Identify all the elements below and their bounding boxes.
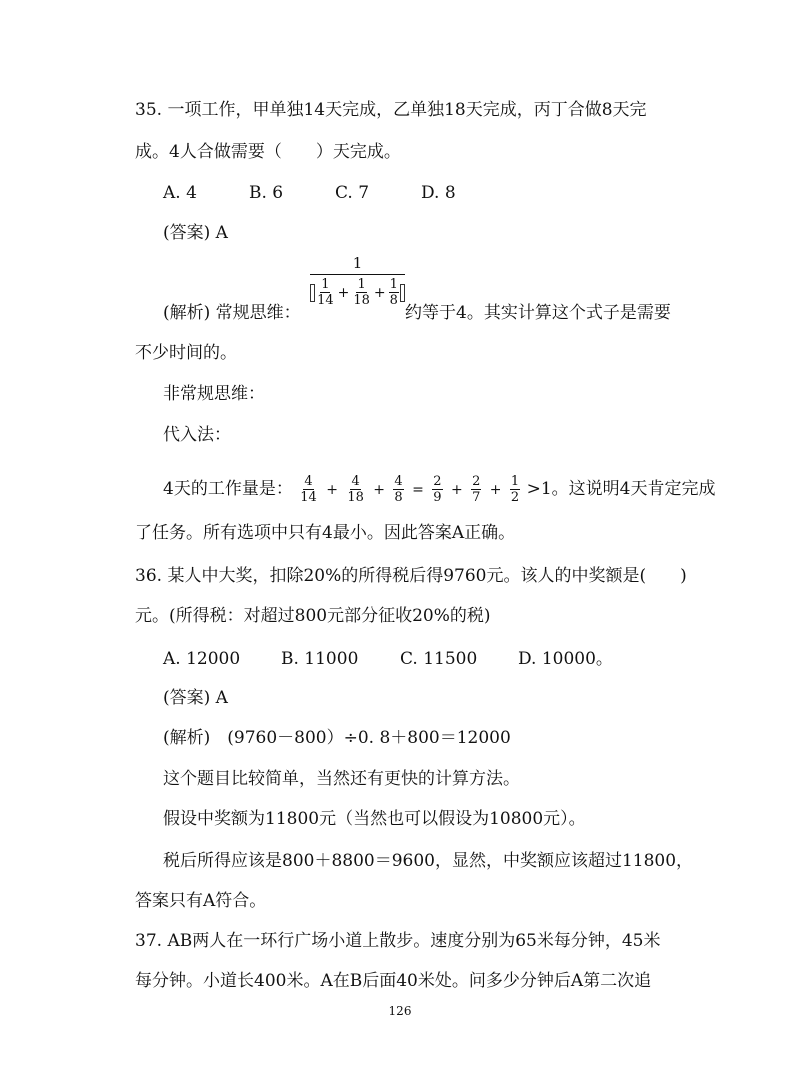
term-fraction: $\frac{4}{14}$ [300,474,317,505]
term-fraction: $\frac{1}{18}$ [353,277,370,308]
term-fraction: $\frac{1}{2}$ [510,474,520,505]
q35-conclusion: 了任务。所有选项中只有4最小。因此答案A正确。 [135,523,516,543]
q36-note-2: 假设中奖额为11800元（当然也可以假设为10800元）。 [163,809,586,829]
q35-workload-equation [163,472,715,507]
term-fraction: $\frac{2}{9}$ [433,474,442,505]
q36-option-d: D. 10000。 [518,649,613,669]
q35-substitution: 代入法： [163,425,231,445]
plus-sign: + [337,284,350,301]
q36-answer: (答案) A [163,688,228,708]
q37-line-1: 37. AB两人在一环行广场小道上散步。速度分别为65米每分钟，45米 [135,931,661,951]
q36-option-c: C. 11500 [400,649,478,669]
operator: + [326,482,338,498]
operator: + [489,482,502,498]
q36-line-1: 36. 某人中大奖，扣除20%的所得税后得9760元。该人的中奖额是( ) [135,566,687,586]
q36-note-3: 税后所得应该是800＋8800＝9600，显然，中奖额应该超过11800， [163,851,694,871]
term-fraction: $\frac{4}{18}$ [347,474,364,505]
q35-line-2: 成。4人合做需要（ ）天完成。 [135,142,401,162]
q35-unconventional: 非常规思维： [163,384,265,404]
bracket-box-left [310,284,315,302]
q35-option-a: A. 4 [163,183,197,203]
q35-analysis-suffix: 约等于4。其实计算这个式子是需要 [405,303,671,323]
q35-fraction-denominator [310,277,405,308]
page-number: 126 [388,1004,412,1018]
q35-line-1: 35. 一项工作，甲单独14天完成，乙单独18天完成，丙丁合做8天完 [135,100,647,120]
q36-option-a: A. 12000 [163,649,241,669]
q36-analysis: (解析) (9760－800）÷0. 8＋800＝12000 [163,728,511,748]
q35-answer: (答案) A [163,223,228,243]
term-fraction: $\frac{4}{8}$ [394,474,403,505]
plus-sign: + [373,284,386,301]
q35-option-d: D. 8 [421,183,456,203]
q36-option-b: B. 11000 [281,649,359,669]
term-fraction: $\frac{2}{7}$ [472,474,481,505]
operator: + [450,482,463,498]
q35-option-c: C. 7 [335,183,370,203]
term-fraction: $\frac{1}{14}$ [317,277,334,308]
q35-option-b: B. 6 [249,183,284,203]
q36-note-4: 答案只有A符合。 [135,891,267,911]
q36-note-1: 这个题目比较简单，当然还有更快的计算方法。 [163,769,520,789]
bracket-box-right [400,284,405,302]
operator: = [412,482,424,498]
q36-line-2: 元。(所得税：对超过800元部分征收20%的税) [135,606,491,626]
operator: + [373,482,386,498]
q35-analysis-prefix: (解析) 常规思维： [163,303,301,323]
workload-suffix: >1。这说明4天肯定完成 [526,479,716,499]
fraction-bar [310,274,405,275]
q35-compound-fraction [310,254,405,308]
workload-prefix: 4天的工作量是： [163,479,293,499]
q35-analysis-line-2: 不少时间的。 [135,343,237,363]
q37-line-2: 每分钟。小道长400米。A在B后面40米处。问多少分钟后A第二次追 [135,971,652,991]
term-fraction: $\frac{1}{8}$ [389,277,398,308]
q35-fraction-numerator: 1 [352,254,363,272]
